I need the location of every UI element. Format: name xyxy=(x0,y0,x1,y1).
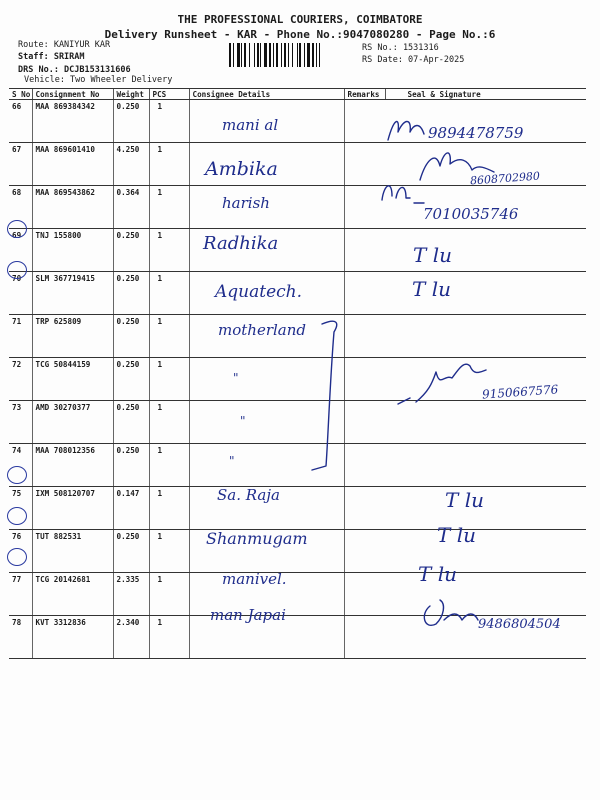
sno-cell: 75 xyxy=(9,487,32,530)
sno-cell: 72 xyxy=(9,358,32,401)
handwritten-name-69: Radhika xyxy=(203,233,279,254)
runsheet-subtitle: Delivery Runsheet - KAR - Phone No.:9047080280 - Page No.:6 xyxy=(104,28,496,41)
weight-cell: 2.340 xyxy=(113,616,149,659)
handwritten-tlu-75: T lu xyxy=(445,488,484,512)
weight-cell: 0.147 xyxy=(113,487,149,530)
consignment-cell: MAA 869543862 xyxy=(32,186,113,229)
col-header-pcs: PCS xyxy=(149,89,189,100)
handwritten-tlu-70: T lu xyxy=(412,277,451,301)
handwritten-name-70: Aquatech. xyxy=(215,282,303,302)
weight-cell: 0.250 xyxy=(113,358,149,401)
consignment-cell: IXM 508120707 xyxy=(32,487,113,530)
handwritten-phone-78: 9486804504 xyxy=(478,617,561,632)
weight-cell: 2.335 xyxy=(113,573,149,616)
col-header-sno: S No xyxy=(9,89,32,100)
weight-cell: 4.250 xyxy=(113,143,149,186)
handwritten-phone-67: 8608702980 xyxy=(469,169,541,188)
handwritten-tlu-69: T lu xyxy=(413,243,452,267)
sno-cell: 71 xyxy=(9,315,32,358)
sno-cell: 70 xyxy=(9,272,32,315)
signature-67 xyxy=(420,153,494,180)
pcs-cell: 1 xyxy=(149,143,189,186)
rs-number: RS No.: 1531316 xyxy=(362,43,439,53)
consignment-cell: TCG 20142681 xyxy=(32,573,113,616)
pcs-cell: 1 xyxy=(149,401,189,444)
sno-cell: 68 xyxy=(9,186,32,229)
handwritten-phone-73: 9150667576 xyxy=(481,382,559,402)
weight-cell: 0.250 xyxy=(113,100,149,143)
vehicle-label: Vehicle: Two Wheeler Delivery xyxy=(24,75,173,85)
signature-66 xyxy=(388,122,424,141)
pcs-cell: 1 xyxy=(149,358,189,401)
signature-68 xyxy=(382,186,424,203)
pcs-cell: 1 xyxy=(149,100,189,143)
pcs-cell: 1 xyxy=(149,444,189,487)
col-header-consignee: Consignee Details xyxy=(189,89,344,100)
handwritten-name-78: man Japai xyxy=(210,606,286,624)
weight-cell: 0.250 xyxy=(113,530,149,573)
ditto-bracket xyxy=(312,321,337,470)
consignment-cell: MAA 869384342 xyxy=(32,100,113,143)
ditto-mark-74: " xyxy=(229,454,235,468)
handwritten-name-67: Ambika xyxy=(205,158,278,180)
consignment-cell: AMD 30270377 xyxy=(32,401,113,444)
consignment-cell: TUT 882531 xyxy=(32,530,113,573)
route-label: Route: KANIYUR KAR xyxy=(18,40,111,50)
pcs-cell: 1 xyxy=(149,315,189,358)
consignment-cell: SLM 367719415 xyxy=(32,272,113,315)
consignment-cell: KVT 3312836 xyxy=(32,616,113,659)
drs-number: DRS No.: DCJB153131606 xyxy=(18,65,131,75)
handwritten-name-71: motherland xyxy=(218,321,306,339)
ditto-mark-73: " xyxy=(240,414,246,428)
sno-cell: 66 xyxy=(9,100,32,143)
pcs-cell: 1 xyxy=(149,616,189,659)
handwritten-name-77: manivel. xyxy=(222,570,287,588)
handwritten-phone-66: 9894478759 xyxy=(428,124,524,142)
handwritten-name-76: Shanmugam xyxy=(206,529,308,548)
consignment-cell: MAA 708012356 xyxy=(32,444,113,487)
col-header-weight: Weight xyxy=(113,89,149,100)
handwritten-name-66: mani al xyxy=(222,116,279,134)
pcs-cell: 1 xyxy=(149,573,189,616)
weight-cell: 0.250 xyxy=(113,444,149,487)
sno-cell: 73 xyxy=(9,401,32,444)
sno-cell: 76 xyxy=(9,530,32,573)
company-title: THE PROFESSIONAL COURIERS, COIMBATORE xyxy=(177,13,423,26)
sno-cell: 74 xyxy=(9,444,32,487)
weight-cell: 0.364 xyxy=(113,186,149,229)
signature-78 xyxy=(424,600,478,625)
handwritten-tlu-77: T lu xyxy=(418,562,457,586)
handwritten-name-75: Sa. Raja xyxy=(217,486,280,504)
consignment-cell: MAA 869601410 xyxy=(32,143,113,186)
handwritten-name-68: harish xyxy=(222,194,270,212)
ditto-mark-72: " xyxy=(233,371,239,385)
col-header-signature: Seal & Signature xyxy=(385,89,586,100)
pcs-cell: 1 xyxy=(149,272,189,315)
pcs-cell: 1 xyxy=(149,530,189,573)
handwritten-phone-68: 7010035746 xyxy=(423,205,519,223)
sno-cell: 77 xyxy=(9,573,32,616)
col-header-consignment: Consignment No xyxy=(32,89,113,100)
sno-cell: 69 xyxy=(9,229,32,272)
sno-cell: 67 xyxy=(9,143,32,186)
weight-cell: 0.250 xyxy=(113,315,149,358)
pcs-cell: 1 xyxy=(149,487,189,530)
weight-cell: 0.250 xyxy=(113,401,149,444)
pcs-cell: 1 xyxy=(149,186,189,229)
col-header-remarks: Remarks xyxy=(344,89,385,100)
rs-date: RS Date: 07-Apr-2025 xyxy=(362,55,465,65)
signature-73 xyxy=(398,364,486,404)
sno-cell: 78 xyxy=(9,616,32,659)
consignment-cell: TCG 50844159 xyxy=(32,358,113,401)
consignment-cell: TRP 625809 xyxy=(32,315,113,358)
pcs-cell: 1 xyxy=(149,229,189,272)
staff-label: Staff: SRIRAM xyxy=(18,52,85,62)
weight-cell: 0.250 xyxy=(113,272,149,315)
handwritten-tlu-76: T lu xyxy=(437,523,476,547)
consignment-cell: TNJ 155800 xyxy=(32,229,113,272)
weight-cell: 0.250 xyxy=(113,229,149,272)
